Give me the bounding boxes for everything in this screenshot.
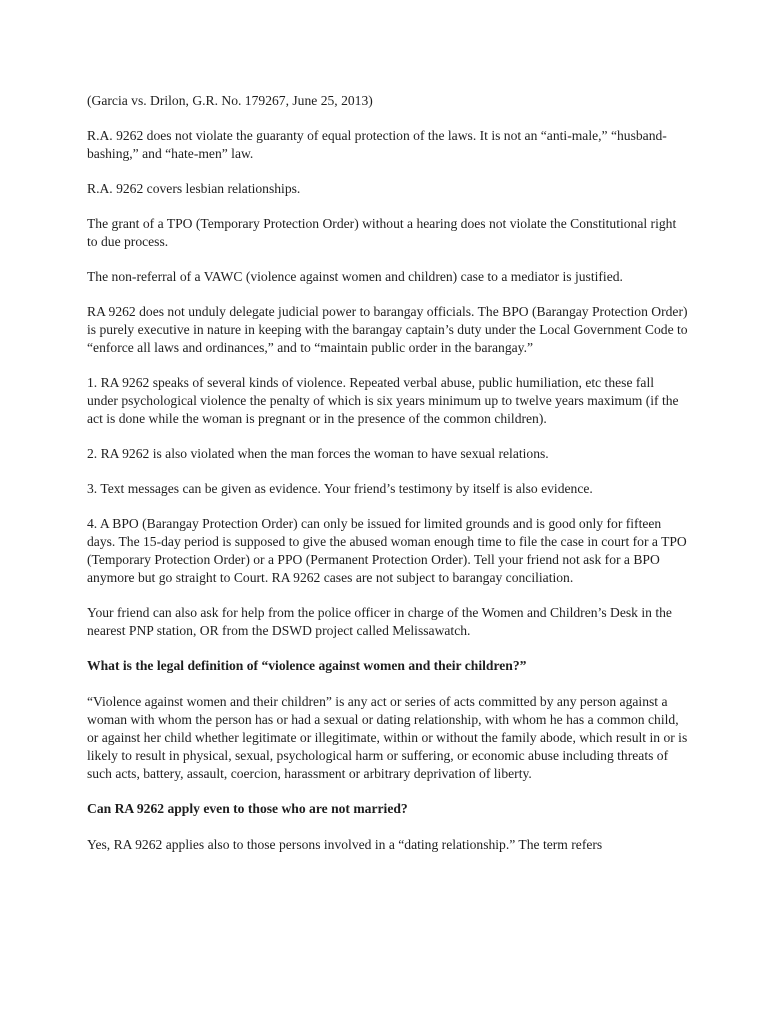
- case-citation: (Garcia vs. Drilon, G.R. No. 179267, June 25, 2013): [87, 93, 373, 108]
- list-item-3: 3. Text messages can be given as evidence. Your friend’s testimony by itself is also evidence.: [87, 481, 593, 496]
- list-item-2: 2. RA 9262 is also violated when the man forces the woman to have sexual relations.: [87, 446, 549, 461]
- paragraph-tpo-due-process: The grant of a TPO (Temporary Protection Order) without a hearing does not violate the Constitutional right to due process.: [87, 216, 677, 249]
- paragraph-definition: “Violence against women and their children” is any act or series of acts committed by any person against a woman with whom the person has or had a sexual or dating relationship, with whom he has a common child, or against her child whether legitimate or illegitimate, within or without the family abode, which result in or is likely to result in physical, sexual, psychological harm or suffering, or economic abuse including threats of such acts, battery, assault, coercion, harassment or arbitrary deprivation of liberty.: [87, 694, 688, 781]
- paragraph-mediator: The non-referral of a VAWC (violence against women and children) case to a mediator is justified.: [87, 269, 623, 284]
- paragraph-dating-relationship: Yes, RA 9262 applies also to those persons involved in a “dating relationship.” The term refers: [87, 837, 603, 852]
- list-item-4: 4. A BPO (Barangay Protection Order) can only be issued for limited grounds and is good only for fifteen days. The 15-day period is supposed to give the abused woman enough time to file the case in court for a TPO (Temporary Protection Order) or a PPO (Permanent Protection Order). Tell your friend not ask for a BPO anymore but go straight to Court. RA 9262 cases are not subject to barangay conciliation.: [87, 516, 687, 585]
- paragraph-help-resources: Your friend can also ask for help from the police officer in charge of the Women and Children’s Desk in the nearest PNP station, OR from the DSWD project called Melissawatch.: [87, 605, 672, 638]
- list-item-1: 1. RA 9262 speaks of several kinds of violence. Repeated verbal abuse, public humiliation, etc these fall under psychological violence the penalty of which is six years minimum up to twelve years maximum (if the act is done while the woman is pregnant or in the presence of the common children).: [87, 375, 679, 426]
- paragraph-equal-protection: R.A. 9262 does not violate the guaranty of equal protection of the laws. It is not an “anti-male,” “husband-bashing,” and “hate-men” law.: [87, 128, 667, 161]
- question-heading-definition: What is the legal definition of “violence against women and their children?”: [87, 658, 527, 673]
- paragraph-bpo-delegation: RA 9262 does not unduly delegate judicial power to barangay officials. The BPO (Barangay Protection Order) is purely executive in nature in keeping with the barangay captain’s duty under the Local Government Code to “enforce all laws and ordinances,” and to “maintain public order in the barangay.”: [87, 304, 688, 355]
- question-heading-not-married: Can RA 9262 apply even to those who are not married?: [87, 801, 408, 816]
- paragraph-lesbian-relationships: R.A. 9262 covers lesbian relationships.: [87, 181, 301, 196]
